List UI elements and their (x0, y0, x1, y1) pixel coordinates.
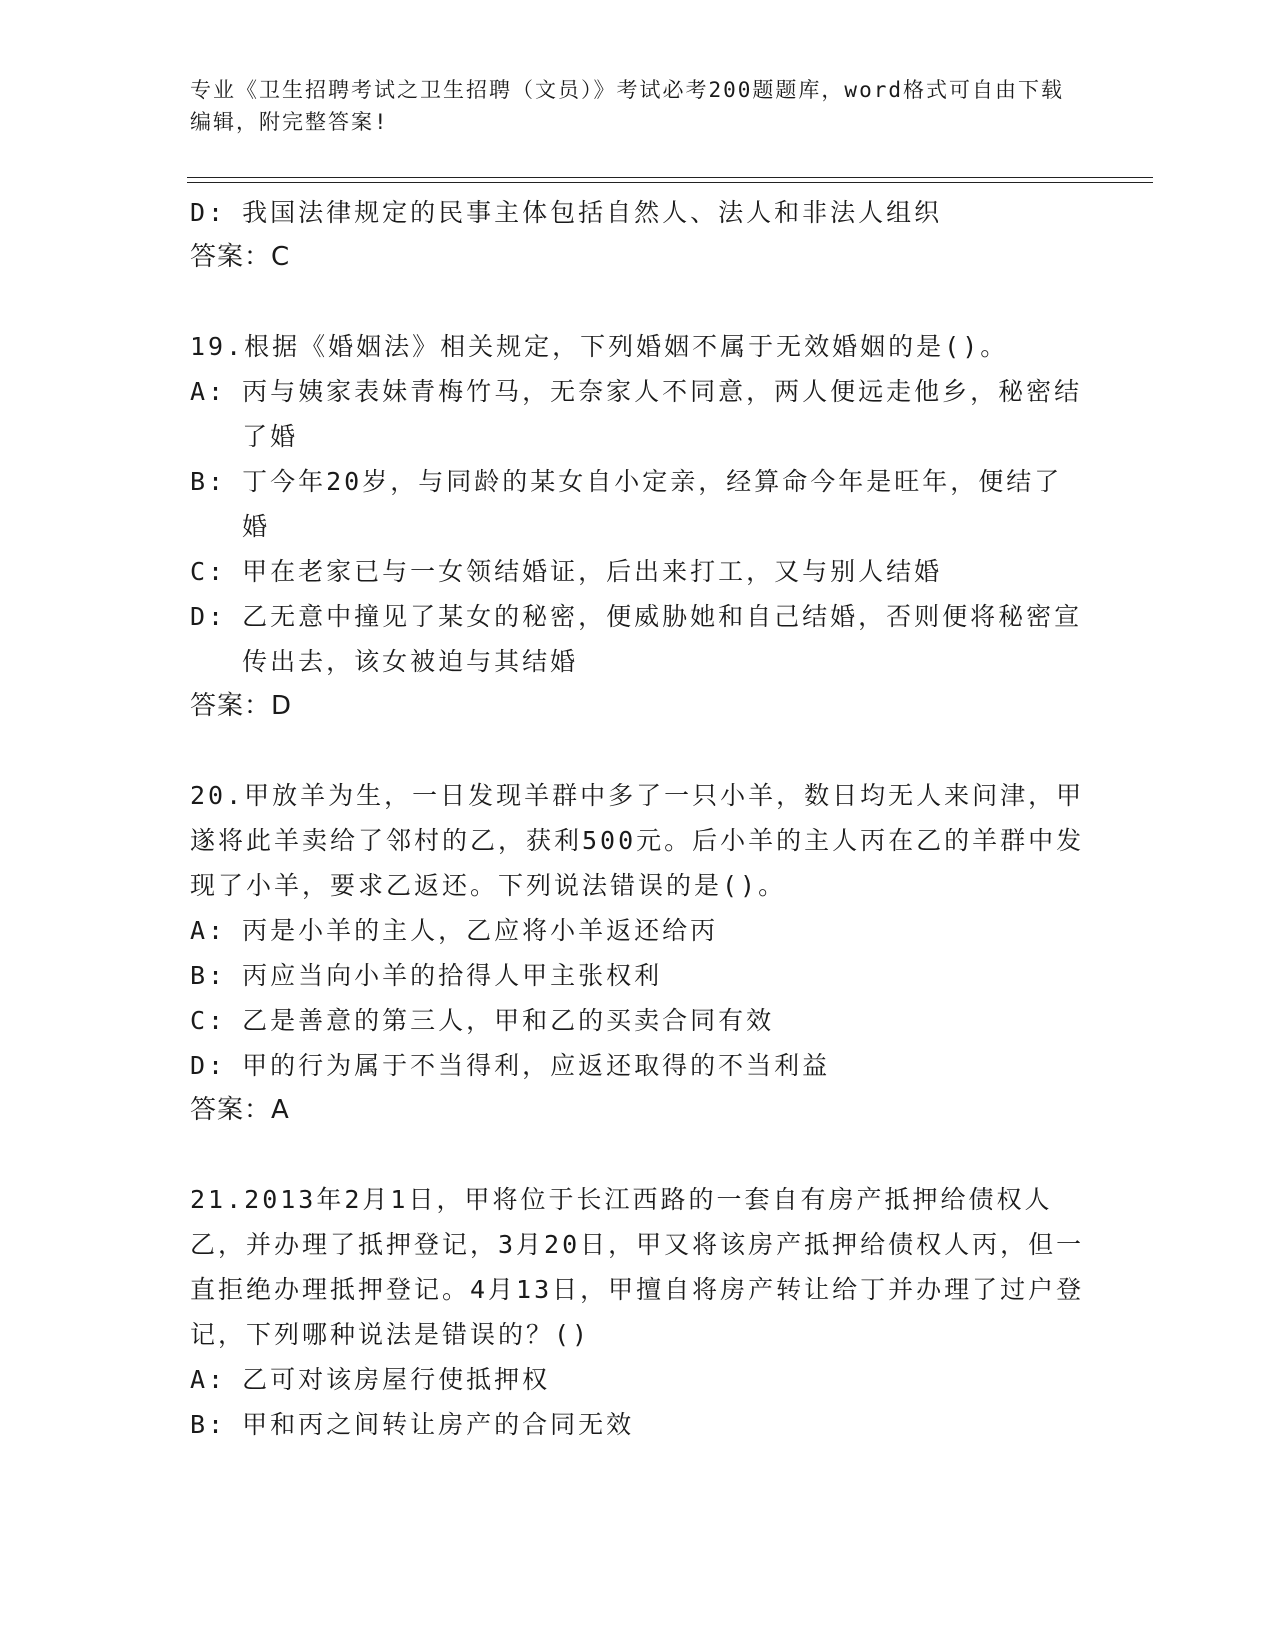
option-label: B: (190, 1410, 227, 1439)
option-label: C: (190, 557, 227, 586)
document-body (190, 190, 1090, 1447)
option-text: 乙可对该房屋行使抵押权 (242, 1365, 551, 1394)
question-answer: 答案：A (190, 1095, 290, 1125)
option-label: D: (190, 602, 227, 631)
option-label: B: (190, 961, 227, 990)
header-divider-bottom (187, 182, 1153, 183)
option-a (190, 369, 1090, 459)
option-c (190, 549, 1090, 594)
option-b (190, 1402, 1090, 1447)
question-stem: 21.2013年2月1日，甲将位于长江西路的一套自有房产抵押给债权人乙，并办理了抵押登记，3月20日，甲又将该房产抵押给债权人丙，但一直拒绝办理抵押登记。4月13日，甲擅自将房产转让给丁并办理了过户登记，下列哪种说法是错误的？() (190, 1185, 1085, 1349)
option-text: 丁今年20岁，与同龄的某女自小定亲，经算命今年是旺年，便结了婚 (242, 467, 1063, 541)
option-text: 我国法律规定的民事主体包括自然人、法人和非法人组织 (242, 198, 943, 227)
option-text: 丙应当向小羊的拾得人甲主张权利 (242, 961, 663, 990)
option-a (190, 1357, 1090, 1402)
header-divider-top (187, 177, 1153, 178)
page-header (190, 74, 1070, 138)
prev-question-option-d (190, 190, 1090, 235)
option-text: 甲和丙之间转让房产的合同无效 (242, 1410, 635, 1439)
option-text: 乙无意中撞见了某女的秘密，便威胁她和自己结婚，否则便将秘密宣传出去，该女被迫与其结婚 (242, 602, 1083, 676)
option-d (190, 1043, 1090, 1088)
option-label: A: (190, 916, 227, 945)
option-label: B: (190, 467, 227, 496)
option-b (190, 953, 1090, 998)
header-title: 专业《卫生招聘考试之卫生招聘（文员）》考试必考200题题库，word格式可自由下载编辑，附完整答案! (190, 78, 1064, 134)
option-label: D: (190, 198, 227, 227)
option-b (190, 459, 1090, 549)
question-answer: 答案：D (190, 691, 293, 721)
option-d (190, 594, 1090, 684)
question-19 (190, 324, 1090, 729)
option-label: A: (190, 377, 227, 406)
option-text: 甲在老家已与一女领结婚证，后出来打工，又与别人结婚 (242, 557, 943, 586)
option-label: C: (190, 1006, 227, 1035)
question-stem: 20.甲放羊为生，一日发现羊群中多了一只小羊，数日均无人来问津，甲遂将此羊卖给了邻村的乙，获利500元。后小羊的主人丙在乙的羊群中发现了小羊，要求乙返还。下列说法错误的是()。 (190, 781, 1085, 900)
question-21 (190, 1177, 1090, 1447)
question-stem: 19.根据《婚姻法》相关规定，下列婚姻不属于无效婚姻的是()。 (190, 332, 1009, 361)
option-text: 甲的行为属于不当得利，应返还取得的不当利益 (242, 1051, 831, 1080)
option-label: A: (190, 1365, 227, 1394)
option-label: D: (190, 1051, 227, 1080)
question-20 (190, 773, 1090, 1133)
option-a (190, 908, 1090, 953)
option-text: 丙是小羊的主人，乙应将小羊返还给丙 (242, 916, 719, 945)
option-text: 乙是善意的第三人，甲和乙的买卖合同有效 (242, 1006, 775, 1035)
option-c (190, 998, 1090, 1043)
prev-question-answer: 答案：C (190, 242, 291, 272)
option-text: 丙与姨家表妹青梅竹马，无奈家人不同意，两人便远走他乡，秘密结了婚 (242, 377, 1083, 451)
